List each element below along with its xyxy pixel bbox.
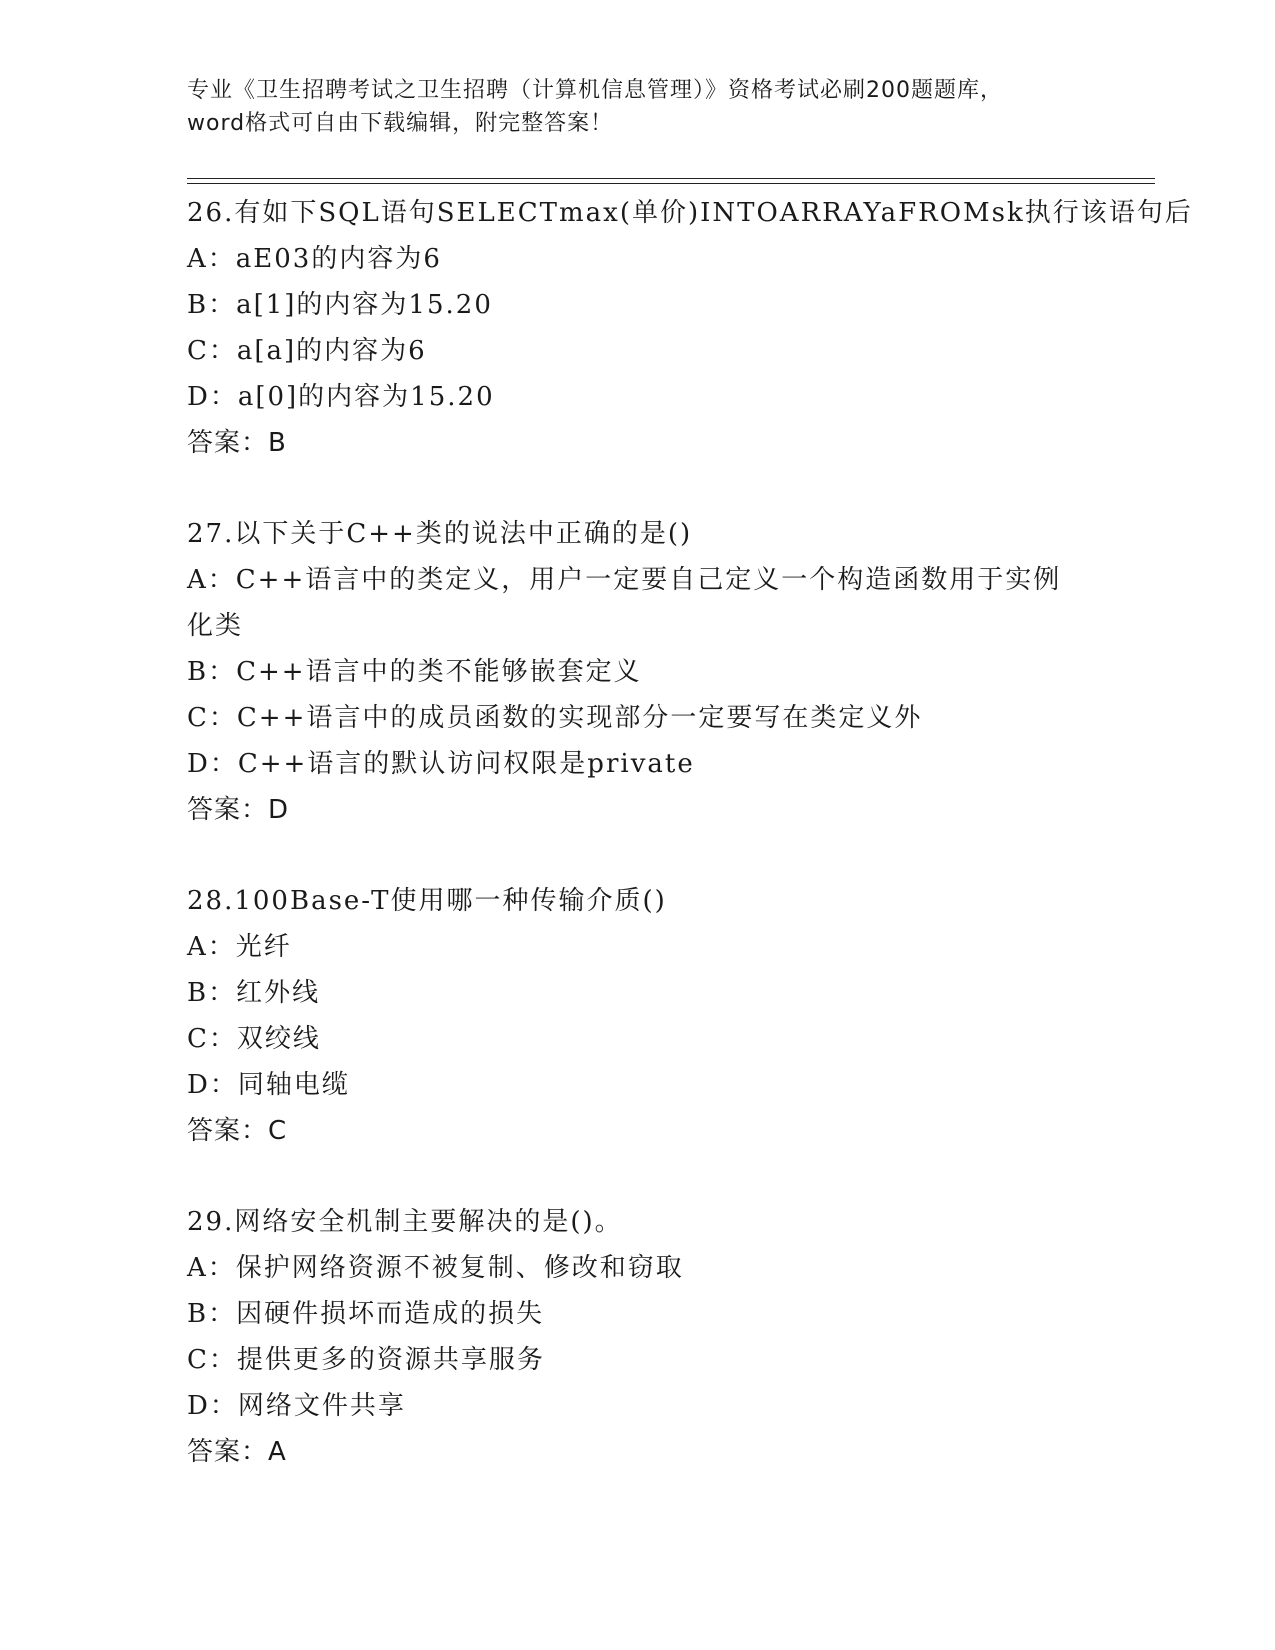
question-27 — [187, 511, 1087, 833]
question-stem: 28.100Base-T使用哪一种传输介质() — [187, 886, 667, 916]
answer-line: 答案：A — [187, 1437, 287, 1467]
question-29 — [187, 1199, 1087, 1475]
header-divider-bottom — [187, 183, 1155, 184]
option-c: C：C++语言中的成员函数的实现部分一定要写在类定义外 — [187, 703, 923, 733]
option-a: A：C++语言中的类定义，用户一定要自己定义一个构造函数用于实例化类 — [187, 565, 1062, 641]
option-b: B：红外线 — [187, 978, 321, 1008]
option-d: D：C++语言的默认访问权限是private — [187, 749, 695, 779]
question-28 — [187, 878, 1087, 1154]
option-b: B：因硬件损坏而造成的损失 — [187, 1299, 545, 1329]
option-c: C：提供更多的资源共享服务 — [187, 1345, 545, 1375]
option-b: B：a[1]的内容为15.20 — [187, 290, 493, 320]
question-stem: 26.有如下SQL语句SELECTmax(单价)INTOARRAYaFROMsk执行该语句后 — [187, 198, 1193, 228]
option-d: D：a[0]的内容为15.20 — [187, 382, 495, 412]
option-c: C：a[a]的内容为6 — [187, 336, 427, 366]
option-d: D：网络文件共享 — [187, 1391, 406, 1421]
option-a: A：aE03的内容为6 — [187, 244, 442, 274]
header-line-1: 专业《卫生招聘考试之卫生招聘（计算机信息管理）》资格考试必刷200题题库， — [187, 78, 1003, 103]
option-c: C：双绞线 — [187, 1024, 321, 1054]
question-stem: 29.网络安全机制主要解决的是()。 — [187, 1207, 623, 1237]
answer-line: 答案：D — [187, 795, 290, 825]
option-a: A：光纤 — [187, 932, 292, 962]
question-stem: 27.以下关于C++类的说法中正确的是() — [187, 519, 693, 549]
question-list — [187, 190, 1193, 1520]
answer-line: 答案：C — [187, 1116, 288, 1146]
header-divider-top — [187, 178, 1155, 179]
option-a: A：保护网络资源不被复制、修改和窃取 — [187, 1253, 684, 1283]
document-header — [187, 74, 1087, 140]
header-line-2: word格式可自由下载编辑，附完整答案！ — [187, 111, 614, 136]
question-26 — [187, 190, 1193, 466]
answer-line: 答案：B — [187, 428, 287, 458]
option-d: D：同轴电缆 — [187, 1070, 350, 1100]
option-b: B：C++语言中的类不能够嵌套定义 — [187, 657, 642, 687]
